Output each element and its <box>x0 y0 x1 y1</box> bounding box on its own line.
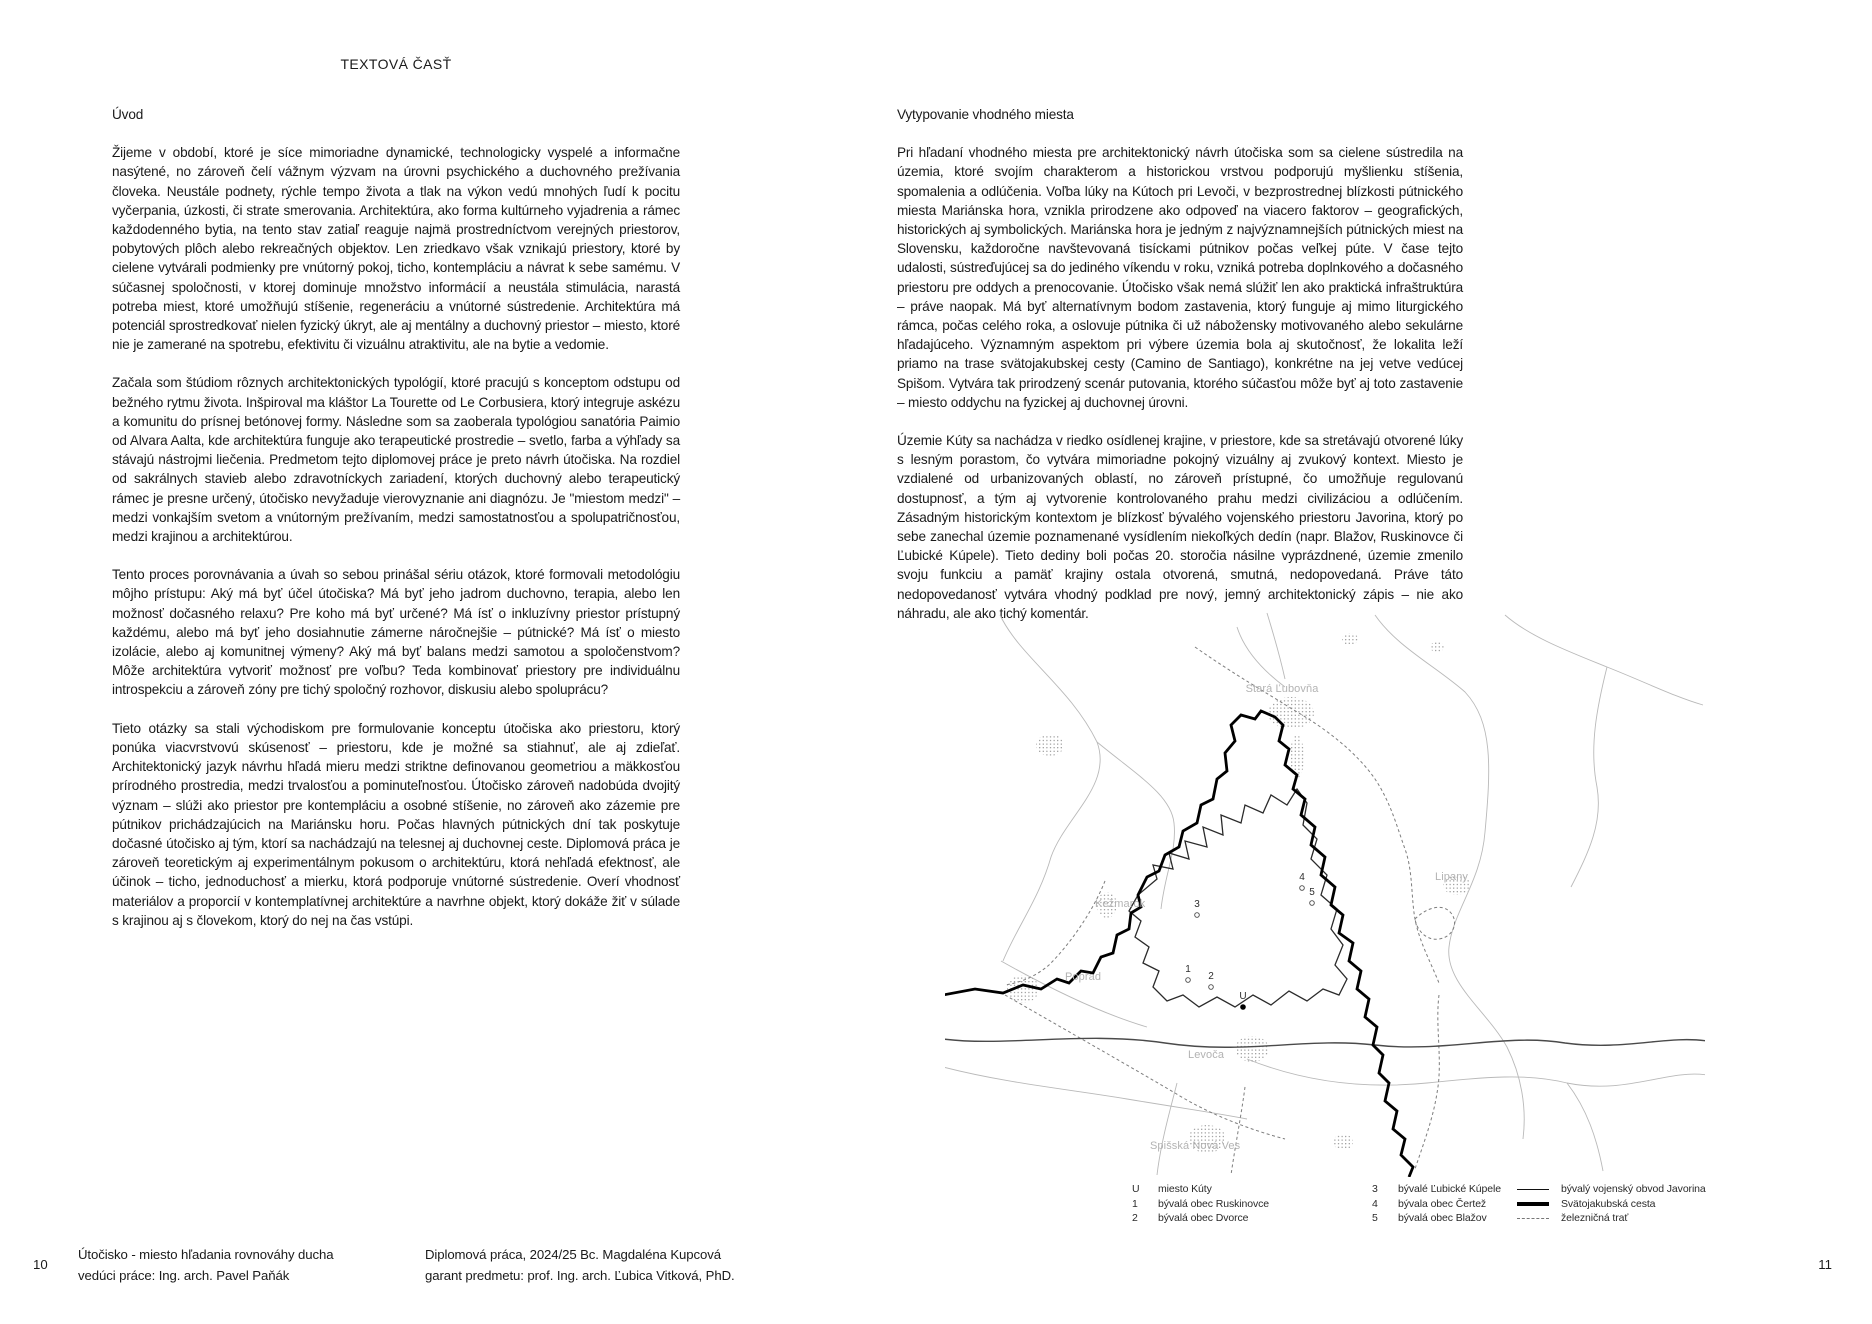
paragraph: Územie Kúty sa nachádza v riedko osídlenej krajine, v priestore, kde sa stretávajú otvorené lúky s lesným porastom, čo vytvára mimoriadne pokojný vizuálny aj zvukový kontext. Miesto je vzdialené od urbanizovaných oblastí, no zároveň prístupné, čo umožňuje regulovanú dostupnosť, a tým aj vytvorenie kontrolovaného prahu medzi civilizáciou a odlúčením. Zásadným historickým kontextom je blízkosť bývalého vojenského priestoru Javorina, ktorý po sebe zanechal územie poznamenané vysídlením niekoľkých dedín (napr. Blažov, Ruskinovce či Ľubické Kúpele). Tieto dediny boli počas 20. storočia násilne vyprázdnené, územie zmenilo svoju funkciu a pamäť krajiny ostala otvorená, smutná, nedopovedaná. Práve táto nedopovedanosť vytvára vhodný podklad pre nový, jemný architektonický zápis – nie ako náhradu, ale ako tichý komentár. <box>897 433 1463 621</box>
military-district-boundary <box>1129 789 1347 1007</box>
marker-circle-2 <box>1209 985 1214 990</box>
marker-label-3: 3 <box>1194 899 1200 910</box>
legend-key: 1 <box>1132 1197 1138 1210</box>
legend-row <box>1132 1197 1269 1212</box>
left-page-text-column <box>112 105 680 930</box>
map-label-poprad: Poprad <box>1065 971 1102 983</box>
marker-label-U: U <box>1239 991 1247 1002</box>
legend-key: 2 <box>1132 1212 1138 1224</box>
paragraph: Tento proces porovnávania a úvah so sebou prinášal sériu otázok, ktoré formovali metodológiu môjho prístupu: Aký má byť účel útočiska? Má byť jeho jadrom duchovno, terapia, alebo len možnosť dočasného relaxu? Pre koho má byť určené? Má ísť o inkluzívny priestor prístupný každému, alebo má byť jeho dosiahnutie zámerne náročnejšie – pútnické? Má ísť o miesto izolácie, alebo aj komunitnej výmeny? Aký má byť balans medzi samotou a spoločenstvom? Môže architektúra vytvoriť možnosť pre voľbu? Teda kombinovať priestory pre individuálnu introspekciu a zároveň zóny pre tichý spoločný rozhovor, diskusiu alebo spoluprácu? <box>112 567 680 698</box>
dashed-line-swatch <box>1517 1218 1549 1219</box>
map-svg <box>945 527 1705 1177</box>
marker-dot-U <box>1240 1004 1246 1010</box>
legend-row <box>1517 1197 1706 1212</box>
map-label-spisska-nova-ves: Spišská Nová Ves <box>1150 1140 1241 1152</box>
legend-line-styles-column <box>1517 1182 1706 1226</box>
legend-label: miesto Kúty <box>1158 1183 1212 1195</box>
legend-label: bývala obec Čertež <box>1398 1197 1487 1210</box>
marker-label-1: 1 <box>1185 964 1191 975</box>
page-title: TEXTOVÁ ČASŤ <box>340 56 452 72</box>
legend-key: U <box>1132 1183 1140 1195</box>
legend-row <box>1372 1197 1501 1212</box>
map-label-kezmarok: Kežmarok <box>1095 898 1146 910</box>
legend-key: 4 <box>1372 1197 1378 1210</box>
legend-row <box>1132 1211 1269 1226</box>
footer-supervisor: vedúci práce: Ing. arch. Pavel Paňák <box>78 1268 290 1283</box>
legend-row <box>1517 1182 1706 1197</box>
legend-label: Svätojakubská cesta <box>1561 1197 1656 1210</box>
legend-key: 5 <box>1372 1212 1378 1224</box>
legend-label: železničná trať <box>1561 1212 1629 1224</box>
site-location-map <box>945 527 1705 1177</box>
thick-line-swatch <box>1517 1202 1549 1206</box>
paragraph: Tieto otázky sa stali východiskom pre formulovanie konceptu útočiska ako priestoru, ktorý ponúka viacvrstvovú skúsenosť – priestoru, kde je možné sa stiahnuť, ale aj zdieľať. Architektonický jazyk návrhu hľadá mieru medzi striktne definovanou geometriou a mäkkosťou prírodného prostredia, medzi trvalosťou a pominuteľnosťou. Útočisko zároveň nadobúda dvojitý význam – slúži ako priestor pre kontempláciu a osobné stíšenie, no zároveň ako zázemie pre pútnikov prichádzajúcich na Mariánsku horu. Počas hlavných pútnických dní tak poskytuje dočasné útočisko aj tým, ktorí sa nachádzajú na telesnej aj duchovnej ceste. Diplomová práca je zároveň teoretickým aj experimentálnym pokusom o architektúru, ktorá nehľadá efektnosť, ale účinok – ticho, jednoduchosť a mierku, ktorá podporuje vnútorné sústredenie. Overí vhodnosť materiálov a proporcií v kontemplatívnej architektúre a navrhne objekt, ktorý dokáže žiť v súlade s krajinou aj s človekom, ktorý do nej na čas vstúpi. <box>112 720 680 928</box>
legend-markers-column-1 <box>1132 1182 1269 1226</box>
thin-line-swatch <box>1517 1189 1549 1190</box>
map-markers <box>1185 872 1315 1010</box>
map-label-levoca: Levoča <box>1188 1049 1225 1061</box>
map-label-stara-lubovna: Stará Ľubovňa <box>1245 683 1319 695</box>
footer-thesis-author: Diplomová práca, 2024/25 Bc. Magdaléna Kupcová <box>425 1247 721 1262</box>
legend-markers-column-2 <box>1372 1182 1501 1226</box>
legend-row <box>1517 1211 1706 1226</box>
footer-project-title: Útočisko - miesto hľadania rovnováhy ducha <box>78 1247 334 1262</box>
legend-label: bývalá obec Ruskinovce <box>1158 1197 1270 1210</box>
footer-guarantor: garant predmetu: prof. Ing. arch. Ľubica Vitková, PhD. <box>425 1268 735 1283</box>
legend-row <box>1132 1182 1269 1197</box>
town-areas <box>1007 633 1471 1153</box>
main-road-line <box>945 1038 1705 1047</box>
left-section-heading: Úvod <box>112 107 144 122</box>
legend-label: bývalá obec Dvorce <box>1158 1212 1249 1224</box>
legend-row <box>1372 1211 1501 1226</box>
paragraph: Žijeme v období, ktoré je síce mimoriadne dynamické, technologicky vyspelé a informačne nasýtené, no zároveň čelí vážnym výzvam na úrovni psychického a duchovného prežívania človeka. Neustále podnety, rýchle tempo života a tlak na výkon vedú mnohých ľudí k pocitu vyčerpania, úzkosti, či strate smerovania. Architektúra, ako forma kultúrneho vyjadrenia a rámec každodenného bytia, na tento stav zatiaľ reaguje najmä prostredníctvom verejných priestorov, pobytových plôch alebo rekreačných objektov. Len zriedkavo však vznikajú priestory, ktoré by cielene vytvárali podmienky pre vnútorný pokoj, ticho, kontempláciu a návrat k sebe samému. V súčasnej spoločnosti, v ktorej dominuje množstvo informácií a neustála stimulácia, narastá potreba miest, ktoré umožňujú stíšenie, regeneráciu a vnútorné sústredenie. Architektúra má potenciál sprostredkovať nielen fyzický úkryt, ale aj mentálny a duchovný priestor – miesto, ktoré nie je zamerané na spotrebu, efektivitu či vizuálnu atraktivitu, ale na bytie a vedomie. <box>112 145 680 353</box>
footer-project-title-block <box>78 1244 333 1286</box>
marker-label-2: 2 <box>1208 971 1214 982</box>
legend-row <box>1372 1182 1501 1197</box>
map-place-labels <box>1065 683 1468 1152</box>
paragraph: Pri hľadaní vhodného miesta pre architektonický návrh útočiska som sa cielene sústredila na územia, ktoré svojím charakterom a historickou vrstvou podporujú myšlienku stíšenia, spomalenia a odlúčenia. Voľba lúky na Kútoch pri Levoči, v bezprostrednej blízkosti pútnického miesta Mariánska hora, vznikla prirodzene ako odpoveď na viacero faktorov – geografických, historických aj symbolických. Mariánska hora je jedným z najvýznamnejších pútnických miest na Slovensku, každoročne navštevovaná tisíckami pútnikov počas veľkej púte. V čase tejto udalosti, sústreďujúcej sa do jediného víkendu v roku, vzniká potreba doplnkového a dočasného priestoru pre oddych a prenocovanie. Útočisko však nemá slúžiť len ako praktická infraštruktúra – práve naopak. Má byť alternatívnym bodom zastavenia, ktorý funguje aj mimo liturgického rámca, počas celého roka, a oslovuje pútnika či už nábožensky motivovaného alebo sekulárne hľadajúceho. Významným aspektom pri výbere územia bola aj skutočnosť, že lokalita leží priamo na trase svätojakubskej cesty (Camino de Santiago), konkrétne na jej vetve vedúcej Spišom. Vytvára tak prirodzený scenár putovania, ktorého súčasťou môže byť aj toto zastavenie – miesto oddychu na fyzickej aj duchovnej úrovni. <box>897 145 1463 410</box>
legend-label: bývalý vojenský obvod Javorina <box>1561 1183 1706 1195</box>
marker-circle-1 <box>1186 978 1191 983</box>
legend-key: 3 <box>1372 1183 1378 1195</box>
paragraph: Začala som štúdiom rôznych architektonických typológií, ktoré pracujú s konceptom odstupu od bežného rytmu života. Inšpiroval ma kláštor La Tourette od Le Corbusiera, ktorý integruje askézu a komunitu do prísnej betónovej formy. Následne som sa zaoberala typológiou sanatória Paimio od Alvara Aalta, kde architektúra funguje ako terapeutické prostredie – svetlo, farba a výhľady sa stávajú nástrojmi liečenia. Predmetom tejto diplomovej práce je preto návrh útočiska. Na rozdiel od sakrálnych stavieb alebo zdravotníckych zariadení, ktorých duchovný alebo terapeutický rámec je presne určený, útočisko nevyžaduje vierovyznanie ani diagnózu. Je "miestom medzi" – medzi vonkajším svetom a vnútorným prežívaním, medzi samostatnosťou a spolupatričnosťou, medzi krajinou a architektúrou. <box>112 375 680 545</box>
page-number-left: 10 <box>33 1257 48 1272</box>
marker-circle-5 <box>1310 901 1315 906</box>
map-roads <box>945 613 1705 1175</box>
footer-thesis-info-block <box>425 1244 735 1286</box>
marker-circle-4 <box>1300 886 1305 891</box>
legend-label: bývalá obec Blažov <box>1398 1212 1487 1224</box>
marker-label-4: 4 <box>1299 872 1305 883</box>
legend-label: bývalé Ľubické Kúpele <box>1398 1183 1501 1195</box>
right-section-heading: Vytypovanie vhodného miesta <box>897 107 1074 122</box>
map-label-lipany: Lipany <box>1435 871 1469 883</box>
marker-label-5: 5 <box>1309 887 1315 898</box>
page-number-right: 11 <box>1818 1257 1832 1272</box>
marker-circle-3 <box>1195 913 1200 918</box>
